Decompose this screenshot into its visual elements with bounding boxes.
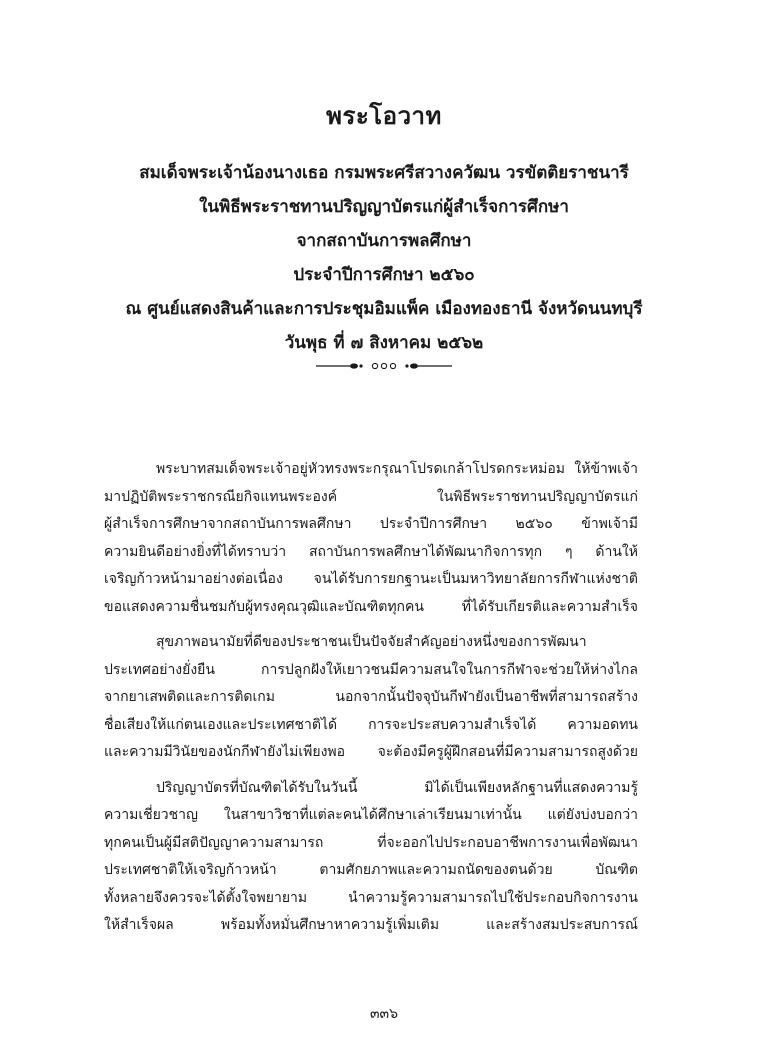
ornament-divider	[314, 358, 454, 374]
speech-body	[104, 456, 638, 948]
paragraph-line: ให้สำเร็จผล พร้อมทั้งหมั่นศึกษาหาความรู้เพิ่มเติม และสร้างสมประสบการณ์	[104, 917, 638, 933]
paragraph-line: ขอแสดงความชื่นชมกับผู้ทรงคุณวุฒิและบัณฑิตทุกคน ที่ได้รับเกียรติและความสำเร็จ	[104, 598, 638, 615]
paragraph-3	[104, 775, 638, 940]
paragraph-line: เจริญก้าวหน้ามาอย่างต่อเนื่อง จนได้รับการยกฐานะเป็นมหาวิทยาลัยการกีฬาแห่งชาติ	[104, 571, 638, 587]
paragraph-line: พระบาทสมเด็จพระเจ้าอยู่หัวทรงพระกรุณาโปรดเกล้าโปรดกระหม่อม ให้ข้าพเจ้า	[156, 461, 638, 477]
paragraph-line: ทั้งหลายจึงควรจะได้ตั้งใจพยายาม นำความรู้ความสามารถไปใช้ประกอบกิจการงาน	[104, 889, 638, 906]
paragraph-1	[104, 456, 638, 621]
page-title: พระโอวาท	[326, 101, 442, 130]
header-line-royal-title: สมเด็จพระเจ้าน้องนางเธอ กรมพระศรีสวางควัฒน วรขัตติยราชนารี	[139, 163, 629, 183]
paragraph-line: ความยินดีอย่างยิ่งที่ได้ทราบว่า สถาบันการพลศึกษาได้พัฒนากิจการทุก ๆ ด้านให้	[104, 543, 638, 560]
paragraph-line: ปริญญาบัตรที่บัณฑิตได้รับในวันนี้ มิได้เป็นเพียงหลักฐานที่แสดงความรู้	[156, 779, 638, 796]
speech-header	[60, 156, 708, 360]
paragraph-line: ประเทศอย่างยั่งยืน การปลูกฝังให้เยาวชนมีความสนใจในการกีฬาจะช่วยให้ห่างไกล	[104, 661, 638, 678]
header-line-venue: ณ ศูนย์แสดงสินค้าและการประชุมอิมแพ็ค เมืองทองธานี จังหวัดนนทบุรี	[125, 299, 643, 319]
header-line-institution: จากสถาบันการพลศึกษา	[296, 231, 472, 251]
paragraph-line: ผู้สำเร็จการศึกษาจากสถาบันการพลศึกษา ประจำปีการศึกษา ๒๕๖๐ ข้าพเจ้ามี	[104, 516, 638, 532]
paragraph-line: ชื่อเสียงให้แก่ตนเองและประเทศชาติได้ การจะประสบความสำเร็จได้ ความอดทน	[104, 716, 638, 733]
paragraph-line: ความเชี่ยวชาญ ในสาขาวิชาที่แต่ละคนได้ศึกษาเล่าเรียนมาเท่านั้น แต่ยังบ่งบอกว่า	[104, 807, 638, 823]
paragraph-line: ประเทศชาติให้เจริญก้าวหน้า ตามศักยภาพและความถนัดของตนด้วย บัณฑิต	[104, 862, 638, 878]
paragraph-line: ทุกคนเป็นผู้มีสติปัญญาความสามารถ ที่จะออกไปประกอบอาชีพการงานเพื่อพัฒนา	[104, 834, 638, 851]
paragraph-line: สุขภาพอนามัยที่ดีของประชาชนเป็นปัจจัยสำคัญอย่างหนึ่งของการพัฒนา	[156, 634, 587, 650]
paragraph-line: มาปฏิบัติพระราชกรณียกิจแทนพระองค์ ในพิธีพระราชทานปริญญาบัตรแก่	[104, 488, 638, 505]
paragraph-line: และความมีวินัยของนักกีฬายังไม่เพียงพอ จะต้องมีครูผู้ฝึกสอนที่มีความสามารถสูงด้วย	[104, 744, 638, 760]
header-line-date: วันพุธ ที่ ๗ สิงหาคม ๒๕๖๒	[284, 333, 484, 353]
header-line-ceremony: ในพิธีพระราชทานปริญญาบัตรแก่ผู้สำเร็จการศึกษา	[199, 197, 569, 217]
page-number: ๓๓๖	[369, 1006, 399, 1022]
paragraph-line: จากยาเสพติดและการติดเกม นอกจากนั้นปัจจุบันกีฬายังเป็นอาชีพที่สามารถสร้าง	[104, 689, 638, 705]
paragraph-2	[104, 629, 638, 767]
header-line-academic-year: ประจำปีการศึกษา ๒๕๖๐	[293, 265, 475, 285]
